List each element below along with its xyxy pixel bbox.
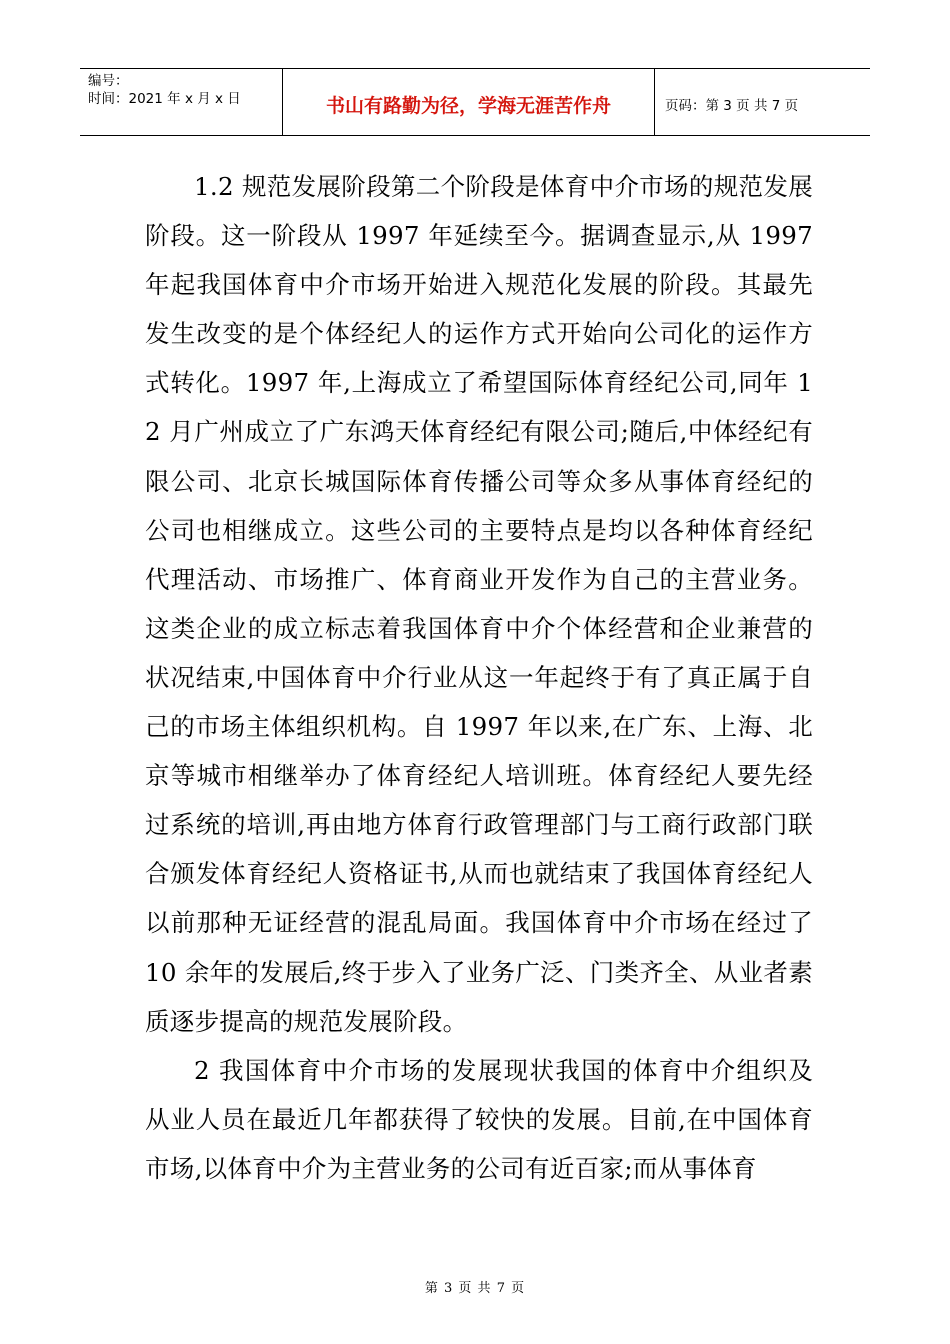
header-motto: 书山有路勤为径，学海无涯苦作舟 — [283, 69, 655, 135]
header-page-info: 页码：第 3 页 共 7 页 — [665, 98, 799, 114]
page-footer: 第 3 页 共 7 页 — [424, 1281, 526, 1296]
page-header — [80, 68, 870, 136]
document-time-label: 时间：2021 年 x 月 x 日 — [88, 91, 241, 107]
paragraph-2: 2 我国体育中介市场的发展现状我国的体育中介组织及从业人员在最近几年都获得了较快的发展。目前,在中国体育市场,以体育中介为主营业务的公司有近百家;而从事体育 — [145, 1055, 813, 1183]
document-body — [145, 162, 813, 1193]
paragraph-1: 1.2 规范发展阶段第二个阶段是体育中介市场的规范发展阶段。这一阶段从 1997 年延续至今。据调查显示,从 1997 年起我国体育中介市场开始进入规范化发展的阶段。其最先发生改变的是个体经纪人的运作方式开始向公司化的运作方式转化。1997 年,上海成立了希望国际体育经纪公司,同年 12 月广州成立了广东鸿天体育经纪有限公司;随后,中体经纪有限公司、北京长城国际体育传播公司等众多从事体育经纪的公司也相继成立。这些公司的主要特点是均以各种体育经纪代理活动、市场推广、体育商业开发作为自己的主营业务。这类企业的成立标志着我国体育中介个体经营和企业兼营的状况结束,中国体育中介行业从这一年起终于有了真正属于自己的市场主体组织机构。自 1997 年以来,在广东、上海、北京等城市相继举办了体育经纪人培训班。体育经纪人要先经过系统的培训,再由地方体育行政管理部门与工商行政部门联合颁发体育经纪人资格证书,从而也就结束了我国体育经纪人以前那种无证经营的混乱局面。我国体育中介市场在经过了 10 余年的发展后,终于步入了业务广泛、门类齐全、从业者素质逐步提高的规范发展阶段。 — [145, 172, 813, 1036]
header-meta — [80, 69, 283, 135]
document-number-label: 编号： — [88, 73, 129, 89]
